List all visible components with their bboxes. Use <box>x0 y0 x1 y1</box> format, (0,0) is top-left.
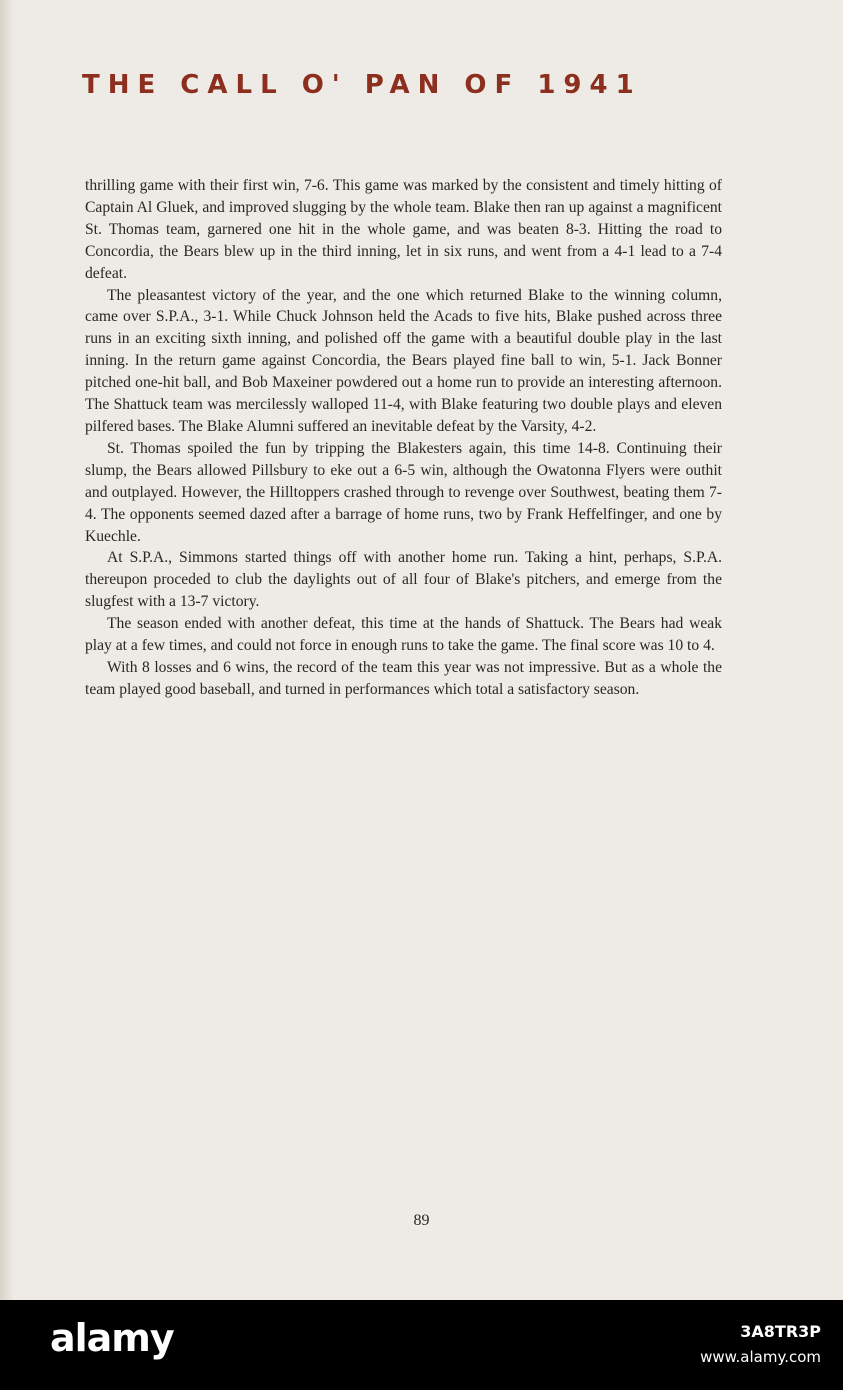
watermark-footer <box>0 1300 843 1390</box>
page-number: 89 <box>413 1212 430 1229</box>
paragraph-2: The pleasantest victory of the year, and the one which returned Blake to the winning column, came over S.P.A., 3-1. While Chuck Johnson held the Acads to five hits, Blake pushed across three runs in an exciting sixth inning, and polished off the game with a beautiful double play in the last inning. In the return game against Concordia, the Bears played fine ball to win, 5-1. Jack Bonner pitched one-hit ball, and Bob Maxeiner powdered out a home run to provide an interesting afternoon. The Shattuck team was mercilessly walloped 11-4, with Blake featuring two double plays and eleven pilfered bases. The Blake Alumni suffered an inevitable defeat by the Varsity, 4-2. <box>85 286 722 435</box>
alamy-logo: alamy <box>50 1316 174 1360</box>
paragraph-4: At S.P.A., Simmons started things off with another home run. Taking a hint, perhaps, S.P.A. thereupon proceded to club the daylights out of all four of Blake's pitchers, and emerge from the slugfest with a 13-7 victory. <box>85 549 722 611</box>
site-url: www.alamy.com <box>700 1348 821 1366</box>
image-id: 3A8TR3P <box>740 1322 821 1341</box>
article-body <box>85 175 722 701</box>
page-title: THE CALL O' PAN OF 1941 <box>82 70 642 100</box>
paragraph-6: With 8 losses and 6 wins, the record of the team this year was not impressive. But as a whole the team played good baseball, and turned in performances which total a satisfactory season. <box>85 658 722 698</box>
paragraph-1: thrilling game with their first win, 7-6. This game was marked by the consistent and timely hitting of Captain Al Gluek, and improved slugging by the whole team. Blake then ran up against a magnificent St. Thomas team, garnered one hit in the whole game, and was beaten 8-3. Hitting the road to Concordia, the Bears blew up in the third inning, let in six runs, and went from a 4-1 lead to a 7-4 defeat. <box>85 177 722 282</box>
paragraph-3: St. Thomas spoiled the fun by tripping the Blakesters again, this time 14-8. Continuing their slump, the Bears allowed Pillsbury to eke out a 6-5 win, although the Owatonna Flyers were outhit and outplayed. However, the Hilltoppers crashed through to revenge over Southwest, beating them 7-4. The opponents seemed dazed after a barrage of home runs, two by Frank Heffelfinger, and one by Kuechle. <box>85 439 722 545</box>
paragraph-5: The season ended with another defeat, this time at the hands of Shattuck. The Bears had weak play at a few times, and could not force in enough runs to take the game. The final score was 10 to 4. <box>85 615 722 655</box>
